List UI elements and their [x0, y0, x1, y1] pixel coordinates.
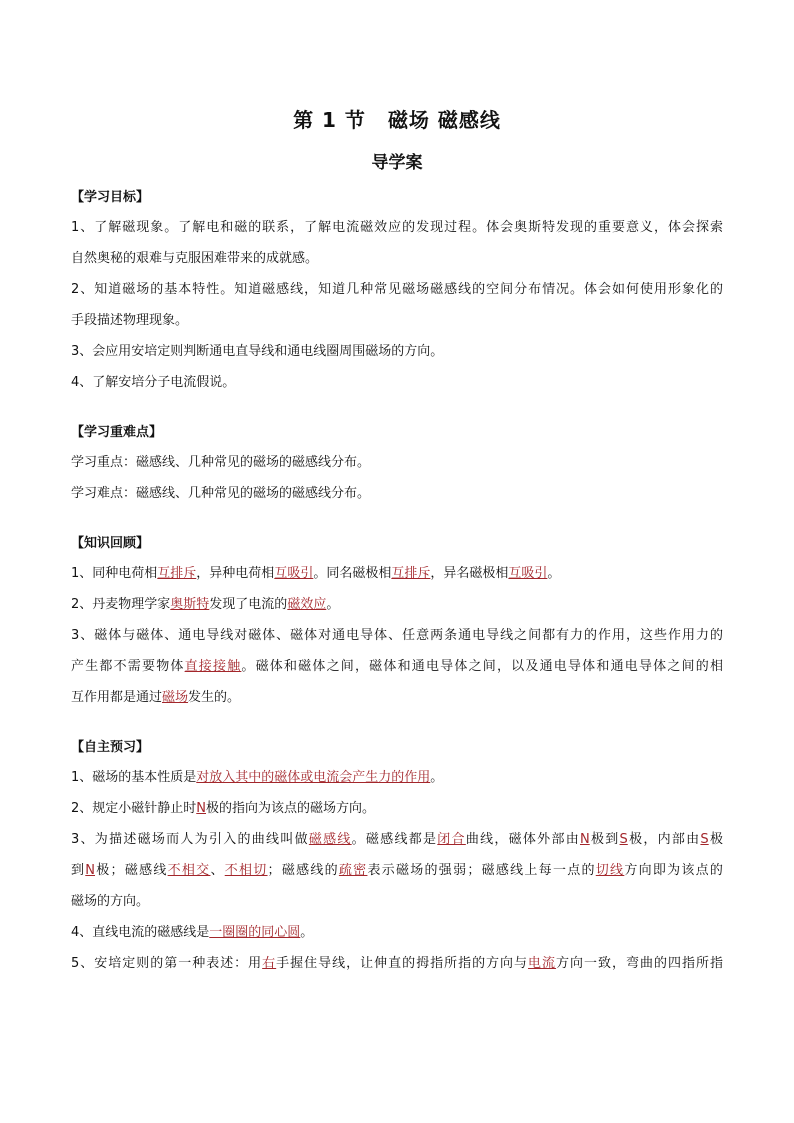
- answer-blank: 互排斥: [157, 566, 197, 581]
- answer-blank: N: [196, 801, 207, 816]
- text: 极，内部由: [627, 832, 701, 847]
- text: 手握住导线，让伸直的拇指所指的方向与: [276, 956, 529, 971]
- preview-item-3-line-1: [71, 824, 723, 855]
- text: 表示磁场的强弱；磁感线上每一点的: [367, 863, 596, 878]
- review-item-1: [71, 558, 723, 589]
- document-body: [71, 183, 723, 979]
- objective-3: 3、会应用安培定则判断通电直导线和通电线圈周围磁场的方向。: [71, 344, 444, 359]
- answer-blank: 磁效应: [287, 597, 327, 612]
- preview-item-4: [71, 917, 723, 948]
- preview-item-3-line-3: 磁场的方向。: [71, 894, 150, 909]
- knowledge-review-heading: 【知识回顾】: [71, 536, 150, 551]
- text: 。: [547, 566, 561, 581]
- text: 。同名磁极相: [313, 566, 392, 581]
- learning-objectives-heading: 【学习目标】: [71, 190, 150, 205]
- text: 。磁感线都是: [351, 832, 438, 847]
- answer-blank: 互吸引: [274, 566, 314, 581]
- text: 。: [300, 925, 314, 940]
- preview-item-2: [71, 793, 723, 824]
- answer-blank: 对放入其中的磁体或电流会产生力的作用: [196, 770, 431, 785]
- objective-4: 4、了解安培分子电流假说。: [71, 375, 236, 390]
- answer-blank: N: [85, 863, 96, 878]
- answer-blank: 互吸引: [508, 566, 548, 581]
- page-title: [0, 104, 794, 133]
- objective-1-line-2: 自然奥秘的艰难与克服困难带来的成就感。: [71, 251, 319, 266]
- text: 互作用都是通过: [71, 690, 163, 705]
- text: 3、为描述磁场而人为引入的曲线叫做: [71, 832, 309, 847]
- answer-blank: 磁场: [162, 690, 189, 705]
- text: 1、同种电荷相: [71, 566, 158, 581]
- text: 5、安培定则的第一种表述：用: [71, 956, 263, 971]
- section-name: 磁场 磁感线: [387, 108, 501, 132]
- review-item-3-line-1: 3、磁体与磁体、通电导线对磁体、磁体对通电导体、任意两条通电导线之间都有力的作用，这些作用力的: [71, 628, 723, 643]
- answer-blank: N: [579, 832, 590, 847]
- preview-item-5: [71, 948, 723, 979]
- text: 、: [210, 863, 225, 878]
- text: 曲线，磁体外部由: [465, 832, 580, 847]
- review-item-3-line-3: [71, 682, 723, 713]
- answer-blank: S: [700, 832, 709, 847]
- text: 方向即为该点的: [624, 863, 723, 878]
- text: 1、磁场的基本性质是: [71, 770, 197, 785]
- text: 极的指向为该点的磁场方向。: [206, 801, 376, 816]
- text: ，异名磁极相: [430, 566, 509, 581]
- preview-item-1: [71, 762, 723, 793]
- text: 。磁体和磁体之间，磁体和通电导体之间，以及通电导体和通电导体之间的相: [241, 659, 723, 674]
- text: 产生都不需要物体: [71, 659, 185, 674]
- objective-1-line-1: 1、了解磁现象。了解电和磁的联系，了解电流磁效应的发现过程。体会奥斯特发现的重要意义，体会探索: [71, 220, 723, 235]
- text: 发现了电流的: [209, 597, 288, 612]
- text: ；磁感线的: [267, 863, 339, 878]
- text: 4、直线电流的磁感线是: [71, 925, 210, 940]
- text: 到: [71, 863, 86, 878]
- answer-blank: 切线: [595, 863, 625, 878]
- text: 极: [708, 832, 723, 847]
- preview-item-3-line-2: [71, 855, 723, 886]
- answer-blank: 不相切: [224, 863, 268, 878]
- self-preview-heading: 【自主预习】: [71, 740, 150, 755]
- answer-blank: S: [619, 832, 628, 847]
- answer-blank: 奥斯特: [170, 597, 210, 612]
- answer-blank: 电流: [528, 956, 557, 971]
- section-number: 第 1 节: [293, 108, 366, 132]
- key-point-difficulty: 学习难点：磁感线、几种常见的磁场的磁感线分布。: [71, 486, 371, 501]
- text: 2、规定小磁针静止时: [71, 801, 197, 816]
- text: ，异种电荷相: [196, 566, 275, 581]
- text: 方向一致，弯曲的四指所指: [556, 956, 723, 971]
- review-item-2: [71, 589, 723, 620]
- answer-blank: 互排斥: [391, 566, 431, 581]
- answer-blank: 闭合: [437, 832, 466, 847]
- answer-blank: 磁感线: [308, 832, 352, 847]
- text: 极到: [589, 832, 620, 847]
- text: 极；磁感线: [95, 863, 168, 878]
- text: 。: [326, 597, 340, 612]
- answer-blank: 右: [262, 956, 277, 971]
- answer-blank: 疏密: [338, 863, 368, 878]
- text: 。: [430, 770, 444, 785]
- answer-blank: 不相交: [167, 863, 211, 878]
- answer-blank: 一圈圈的同心圆: [209, 925, 301, 940]
- text: 2、丹麦物理学家: [71, 597, 171, 612]
- text: 发生的。: [188, 690, 241, 705]
- review-item-3-line-2: [71, 651, 723, 682]
- page-subtitle: 导学案: [371, 153, 423, 173]
- objective-2-line-1: 2、知道磁场的基本特性。知道磁感线，知道几种常见磁场磁感线的空间分布情况。体会如何使用形象化的: [71, 282, 723, 297]
- answer-blank: 直接接触: [184, 659, 242, 674]
- objective-2-line-2: 手段描述物理现象。: [71, 313, 189, 328]
- key-point-focus: 学习重点：磁感线、几种常见的磁场的磁感线分布。: [71, 455, 371, 470]
- key-points-heading: 【学习重难点】: [71, 425, 163, 440]
